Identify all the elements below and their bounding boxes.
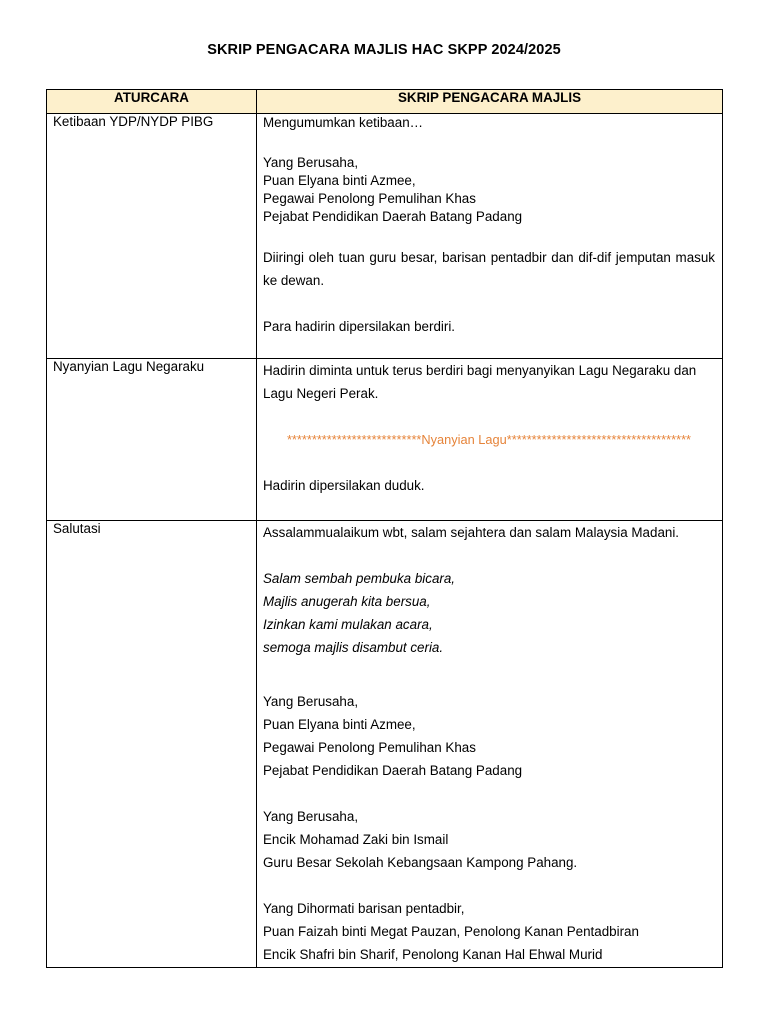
script-paragraph: Diiringi oleh tuan guru besar, barisan pentadbir dan dif-dif jemputan masuk ke dewan. [263,250,715,288]
script-line: Encik Mohamad Zaki bin Ismail [263,832,449,847]
header-aturcara: ATURCARA [47,90,257,114]
table-header-row [47,90,723,114]
table-row [47,114,723,359]
table-row [47,359,723,521]
pantun-line: Izinkan kami mulakan acara, [263,617,433,632]
script-line: Yang Dihormati barisan pentadbir, [263,901,465,916]
script-line: Pegawai Penolong Pemulihan Khas [263,740,476,755]
page-title: SKRIP PENGACARA MAJLIS HAC SKPP 2024/2025 [207,42,561,58]
script-line: Yang Berusaha, [263,809,359,824]
row-item-label: Salutasi [47,521,257,968]
script-line: Puan Elyana binti Azmee, [263,173,416,188]
script-line: Yang Berusaha, [263,155,359,170]
row-script-cell [257,521,723,968]
row-item-label: Ketibaan YDP/NYDP PIBG [47,114,257,359]
script-line: Yang Berusaha, [263,694,359,709]
script-line: Assalammualaikum wbt, salam sejahtera dan salam Malaysia Madani. [263,525,680,540]
table-row [47,521,723,968]
script-line: Hadirin dipersilakan duduk. [263,478,425,493]
row-script-cell [257,114,723,359]
script-line: Pejabat Pendidikan Daerah Batang Padang [263,209,523,224]
script-line: Para hadirin dipersilakan berdiri. [263,319,456,334]
script-line: Mengumumkan ketibaan… [263,115,424,130]
singing-marker: ***************************Nyanyian Lagu************************************* [286,432,692,447]
script-paragraph: Hadirin diminta untuk terus berdiri bagi menyanyikan Lagu Negaraku dan Lagu Negeri Perak. [263,363,697,401]
script-line: Puan Elyana binti Azmee, [263,717,416,732]
script-table [46,89,723,968]
pantun-line: Majlis anugerah kita bersua, [263,594,431,609]
pantun-line: Salam sembah pembuka bicara, [263,571,456,586]
script-line: Puan Faizah binti Megat Pauzan, Penolong Kanan Pentadbiran [263,924,639,939]
row-script-cell [257,359,723,521]
row-item-label: Nyanyian Lagu Negaraku [47,359,257,521]
script-line: Encik Shafri bin Sharif, Penolong Kanan Hal Ehwal Murid [263,947,603,962]
script-line: Guru Besar Sekolah Kebangsaan Kampong Pahang. [263,855,578,870]
header-skrip: SKRIP PENGACARA MAJLIS [257,90,723,114]
script-line: Pejabat Pendidikan Daerah Batang Padang [263,763,523,778]
script-line: Pegawai Penolong Pemulihan Khas [263,191,476,206]
pantun-line: semoga majlis disambut ceria. [263,640,444,655]
